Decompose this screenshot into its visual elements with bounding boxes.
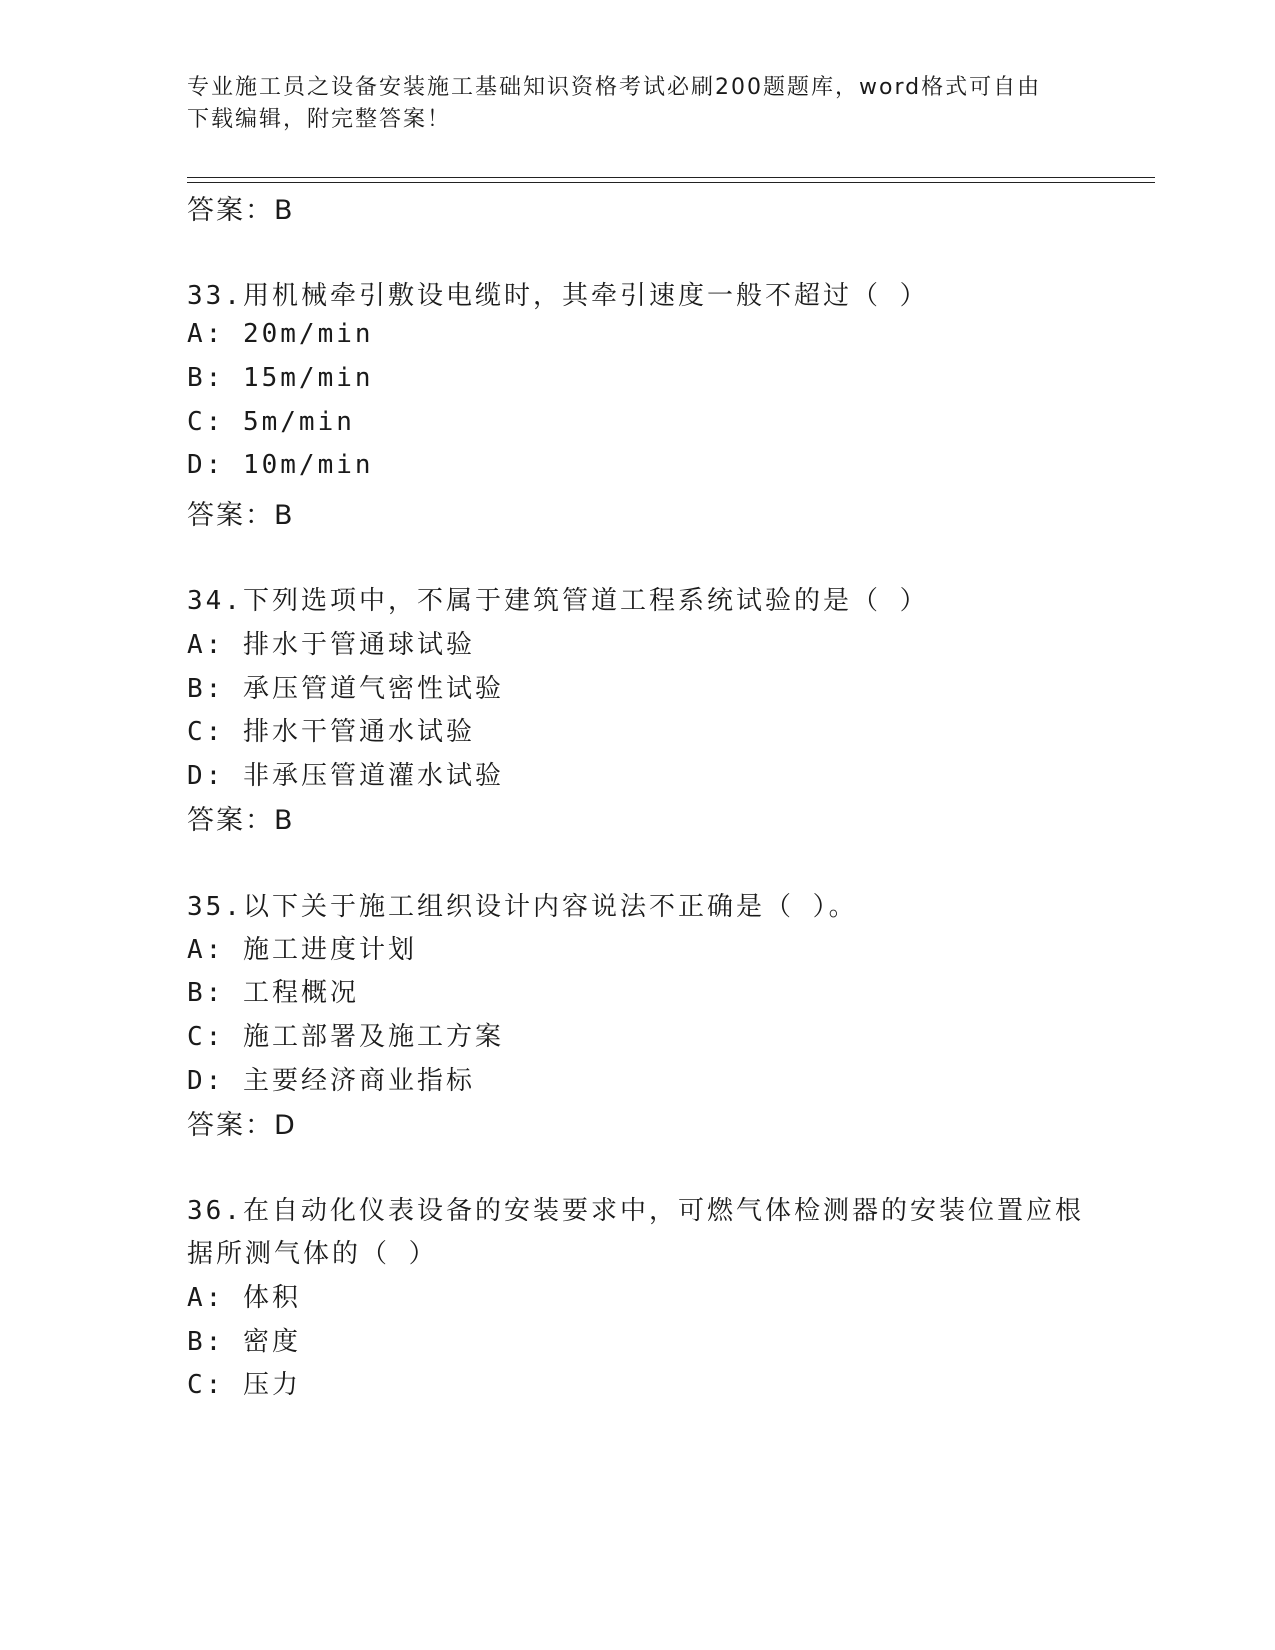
header-rule-bottom [187,182,1155,183]
question-35-answer: 答案：D [187,1110,297,1141]
question-33-stem: 33.用机械牵引敷设电缆时，其牵引速度一般不超过（ ） [187,281,929,311]
question-35-option-b: B: 工程概况 [187,978,359,1008]
question-35-stem: 35.以下关于施工组织设计内容说法不正确是（ ）。 [187,892,858,922]
answer-prev: 答案：B [187,195,295,226]
question-36-stem-line-1: 36.在自动化仪表设备的安装要求中，可燃气体检测器的安装位置应根 [187,1196,1084,1226]
header-line-2: 下载编辑，附完整答案！ [187,107,452,132]
question-35-option-c: C: 施工部署及施工方案 [187,1022,504,1052]
question-34-option-d: D: 非承压管道灌水试验 [187,761,504,791]
question-36-option-b: B: 密度 [187,1327,301,1357]
question-34-option-a: A: 排水于管通球试验 [187,630,475,660]
question-33-answer: 答案：B [187,500,295,531]
question-34-option-b: B: 承压管道气密性试验 [187,674,504,704]
question-33-option-a: A: 20m/min [187,319,374,349]
question-35-option-a: A: 施工进度计划 [187,935,417,965]
question-36-option-c: C: 压力 [187,1370,301,1400]
question-33-option-d: D: 10m/min [187,450,374,480]
question-34-option-c: C: 排水干管通水试验 [187,717,475,747]
question-35-option-d: D: 主要经济商业指标 [187,1066,475,1096]
header-line-1: 专业施工员之设备安装施工基础知识资格考试必刷200题题库，word格式可自由 [187,75,1042,100]
header-rule-top [187,177,1155,178]
document-header [187,72,1087,136]
question-36-option-a: A: 体积 [187,1283,301,1313]
question-33-option-b: B: 15m/min [187,363,374,393]
question-36-stem-line-2: 据所测气体的（ ） [187,1239,438,1269]
question-33-option-c: C: 5m/min [187,407,355,437]
question-34-answer: 答案：B [187,805,295,836]
question-34-stem: 34.下列选项中，不属于建筑管道工程系统试验的是（ ） [187,586,929,616]
